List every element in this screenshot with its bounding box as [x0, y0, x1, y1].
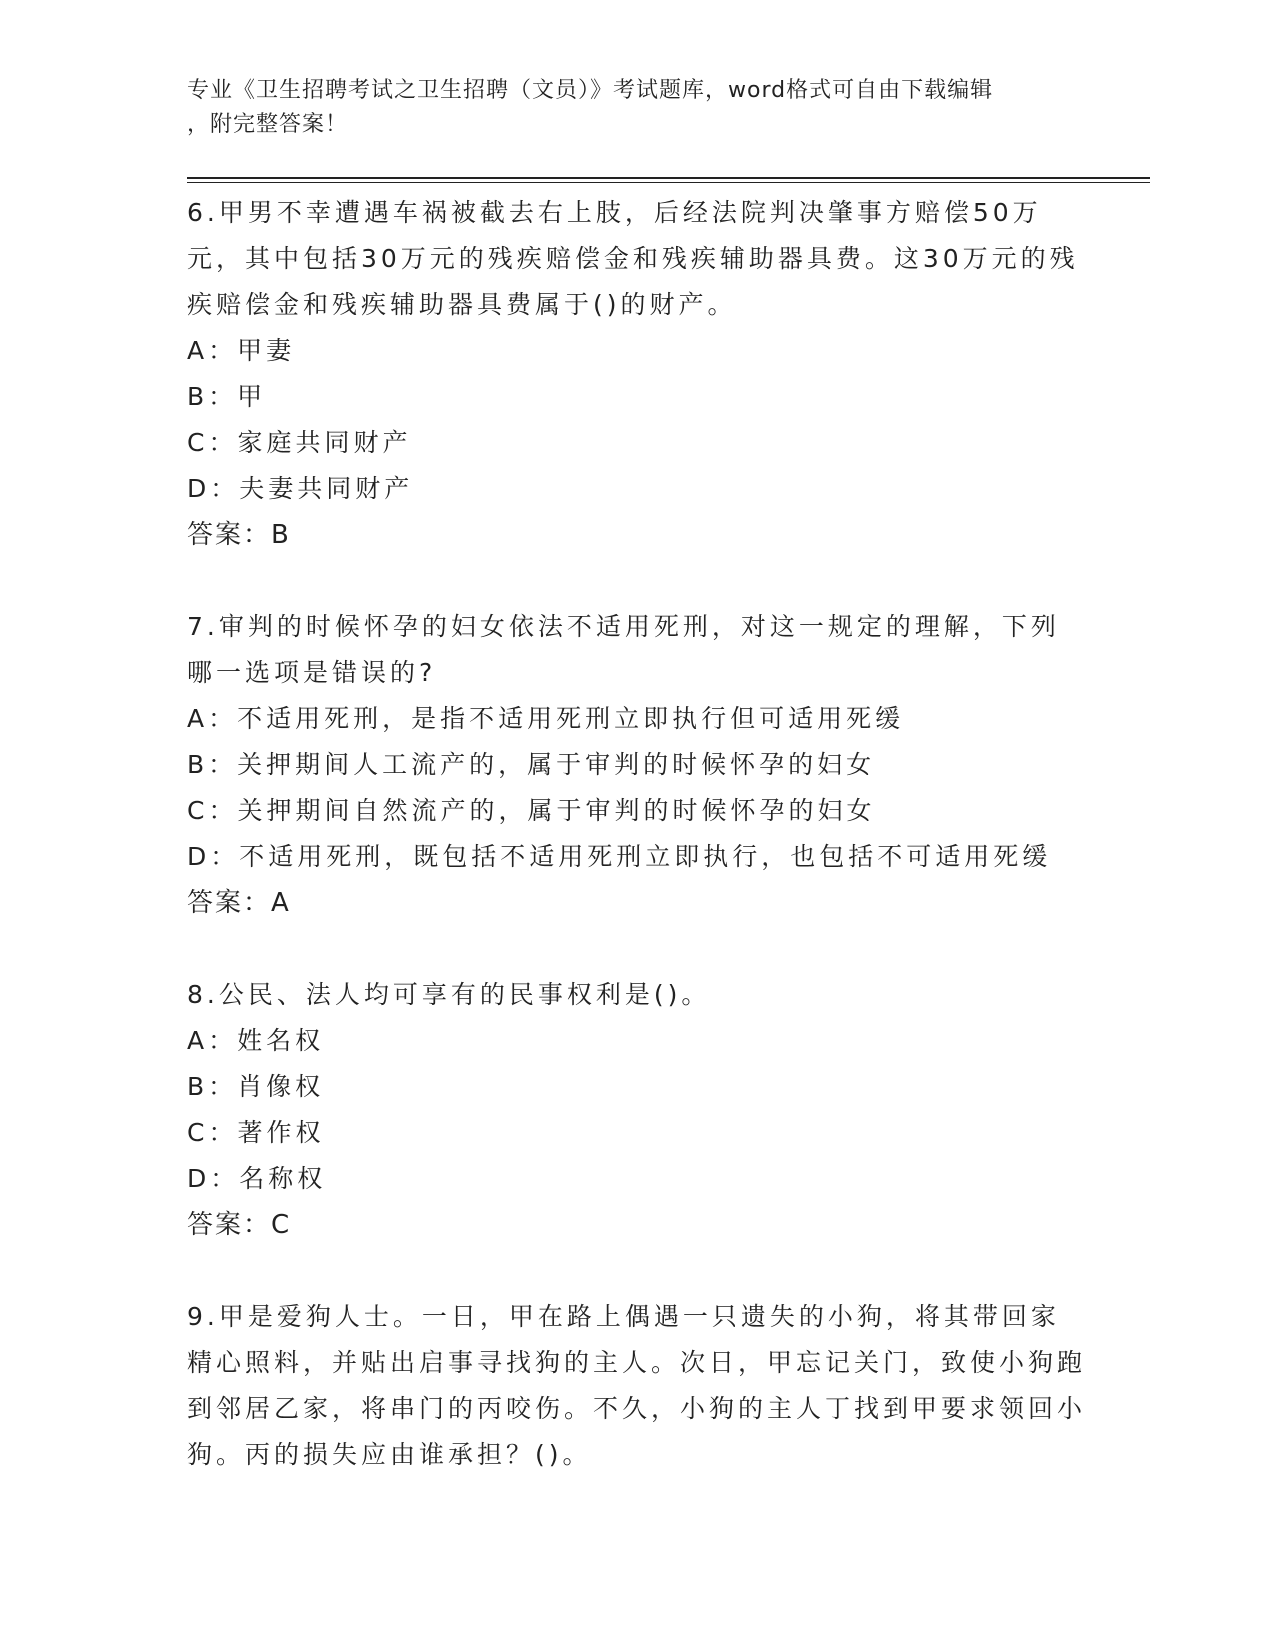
question-list	[187, 190, 1087, 1524]
option-c: C：家庭共同财产	[187, 428, 412, 457]
option-c: C：著作权	[187, 1118, 325, 1147]
question-stem: 8.公民、法人均可享有的民事权利是()。	[187, 980, 711, 1009]
question-8	[187, 972, 1087, 1248]
answer: 答案：B	[187, 520, 291, 550]
option-d: D：不适用死刑，既包括不适用死刑立即执行，也包括不可适用死缓	[187, 842, 1052, 871]
option-d: D：名称权	[187, 1164, 327, 1193]
header-title-line-1: 专业《卫生招聘考试之卫生招聘（文员）》考试题库，word格式可自由下载编辑	[187, 78, 994, 103]
question-stem: 7.审判的时候怀孕的妇女依法不适用死刑，对这一规定的理解，下列哪一选项是错误的?	[187, 612, 1060, 687]
option-a: A：不适用死刑，是指不适用死刑立即执行但可适用死缓	[187, 704, 905, 733]
option-b: B：肖像权	[187, 1072, 325, 1101]
option-a: A：甲妻	[187, 336, 296, 365]
answer: 答案：C	[187, 1210, 292, 1240]
document-header	[187, 74, 1067, 142]
question-9	[187, 1294, 1087, 1478]
question-6	[187, 190, 1087, 558]
question-stem: 9.甲是爱狗人士。一日，甲在路上偶遇一只遗失的小狗，将其带回家精心照料，并贴出启事寻找狗的主人。次日，甲忘记关门，致使小狗跑到邻居乙家，将串门的丙咬伤。不久，小狗的主人丁找到甲要求领回小狗。丙的损失应由谁承担？()。	[187, 1302, 1087, 1469]
question-stem: 6.甲男不幸遭遇车祸被截去右上肢，后经法院判决肇事方赔偿50万元，其中包括30万元的残疾赔偿金和残疾辅助器具费。这30万元的残疾赔偿金和残疾辅助器具费属于()的财产。	[187, 198, 1079, 319]
option-b: B：甲	[187, 382, 267, 411]
option-a: A：姓名权	[187, 1026, 325, 1055]
answer: 答案：A	[187, 888, 291, 918]
option-d: D：夫妻共同财产	[187, 474, 414, 503]
header-title-line-2: ，附完整答案！	[187, 112, 349, 137]
option-b: B：关押期间人工流产的，属于审判的时候怀孕的妇女	[187, 750, 876, 779]
header-divider	[187, 177, 1150, 183]
option-c: C：关押期间自然流产的，属于审判的时候怀孕的妇女	[187, 796, 876, 825]
question-7	[187, 604, 1087, 926]
